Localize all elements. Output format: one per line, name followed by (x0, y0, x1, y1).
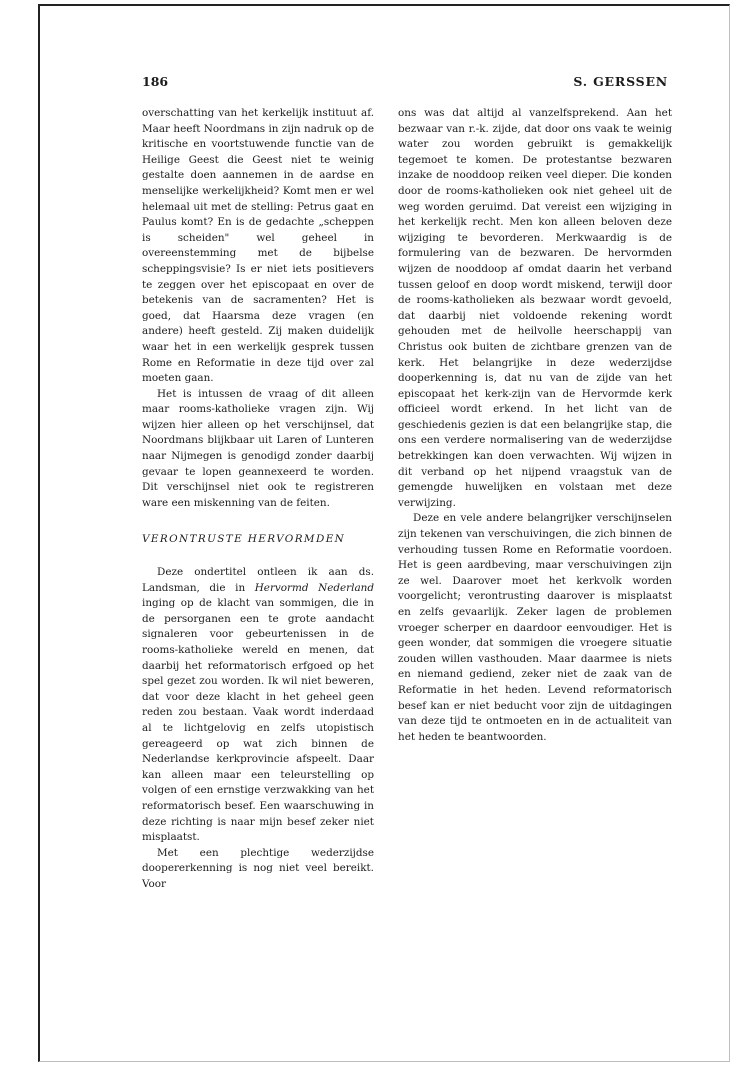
paragraph-3-text-before: Deze ondertitel ontleen ik aan ds. Landsman, die in (142, 566, 374, 594)
left-column (142, 106, 374, 893)
left-paragraph-3 (142, 565, 374, 846)
page-number: 186 (142, 74, 169, 89)
section-heading: VERONTRUSTE HERVORMDEN (142, 533, 346, 546)
left-paragraph-1: overschatting van het kerkelijk instituut af. Maar heeft Noordmans in zijn nadruk op de kritische en voortstuwende functie van de Heilige Geest die Geest niet te weinig gestalte doen aannemen in de aardse en menselijke werkelijkheid? Komt men er wel helemaal uit met de stelling: Petrus gaat en Paulus komt? En is de gedachte „scheppen is scheiden" wel geheel in overeenstemming met de bijbelse scheppingsvisie? Is er niet iets positievers te zeggen over het episcopaat en over de betekenis van de sacramenten? Het is goed, dat Haarsma deze vragen (en andere) heeft gesteld. Zij maken duidelijk waar het in een werkelijk gesprek tussen Rome en Reformatie in deze tijd over zal moeten gaan. (142, 107, 374, 385)
right-paragraph-1: ons was dat altijd al vanzelfsprekend. Aan het bezwaar van r.-k. zijde, dat door ons vaak te weinig water zou worden gebruikt is gemakkelijk tegemoet te komen. De protestantse bezwaren inzake de nooddoop reiken veel dieper. Die konden door de rooms-katholieken ook niet geheel uit de weg worden geruimd. Dat vereist een wijziging in het kerkelijk recht. Men kon alleen beloven deze wijziging te bevorderen. Merkwaardig is de formulering van de bezwaren. De hervormden wijzen de nooddoop af omdat daarin het verband tussen geloof en doop wordt miskend, terwijl door de rooms-katholieken als bezwaar wordt gevoeld, dat daarbij niet voldoende rekening wordt gehouden met de heilvolle heerschappij van Christus ook buiten de zichtbare grenzen van de kerk. Het belangrijke in deze wederzijdse dooperkenning is, dat nu van de zijde van het episcopaat het kerk-zijn van de Hervormde kerk officieel wordt erkend. In het licht van de geschiedenis gezien is dat een belangrijke stap, die ons een verdere normalisering van de wederzijdse betrekkingen kan doen verwachten. Wij wijzen in dit verband op het nijpend vraagstuk van de gemengde huwelijken en volstaan met deze verwijzing. (398, 107, 672, 509)
publication-title: Hervormd Nederland (254, 581, 374, 594)
left-paragraph-4: Met een plechtige wederzijdse doopererkenning is nog niet veel bereikt. Voor (142, 846, 374, 890)
right-column (398, 106, 672, 745)
left-paragraph-2: Het is intussen de vraag of dit alleen maar rooms-katholieke vragen zijn. Wij wijzen hier alleen op het verschijnsel, dat Noordmans blijkbaar uit Laren of Lunteren naar Nijmegen is genodigd zonder daarbij gevaar te lopen geannexeerd te worden. Dit verschijnsel niet ook te registreren ware een miskenning van de feiten. (142, 387, 374, 509)
running-head: S. GERSSEN (573, 74, 668, 89)
right-paragraph-2: Deze en vele andere belangrijker verschijnselen zijn tekenen van verschuivingen, die zich binnen de verhouding tussen Rome en Reformatie voordoen. Het is geen aardbeving, maar verschuivingen zijn ze wel. Daarover moet het kerkvolk worden voorgelicht; verontrusting daarover is misplaatst en zelfs gevaarlijk. Zeker lagen de problemen vroeger scherper en daardoor eenvoudiger. Het is geen wonder, dat sommigen die vroegere situatie zouden willen vasthouden. Maar daarmee is niets en niemand gediend, zeker niet de zaak van de Reformatie in het heden. Levend reformatorisch besef kan er niet beducht voor zijn de uitdagingen van deze tijd te ontmoeten en in de actualiteit van het heden te beantwoorden. (398, 512, 672, 743)
paragraph-3-text-after: inging op de klacht van sommigen, die in de persorganen een te grote aandacht signaleren voor gebeurtenissen in de rooms-katholieke wereld en menen, dat daarbij het reformatorisch erfgoed op het spel gezet zou worden. Ik wil niet beweren, dat voor deze klacht in het geheel geen reden zou bestaan. Vaak wordt inderdaad al te lichtgelovig en zelfs utopistisch gereageerd op wat zich binnen de Nederlandse kerkprovincie afspeelt. Daar kan alleen maar een teleurstelling op volgen of een ernstige verzwakking van het reformatorisch besef. Een waarschuwing in deze richting is naar mijn besef zeker niet misplaatst. (142, 597, 374, 844)
